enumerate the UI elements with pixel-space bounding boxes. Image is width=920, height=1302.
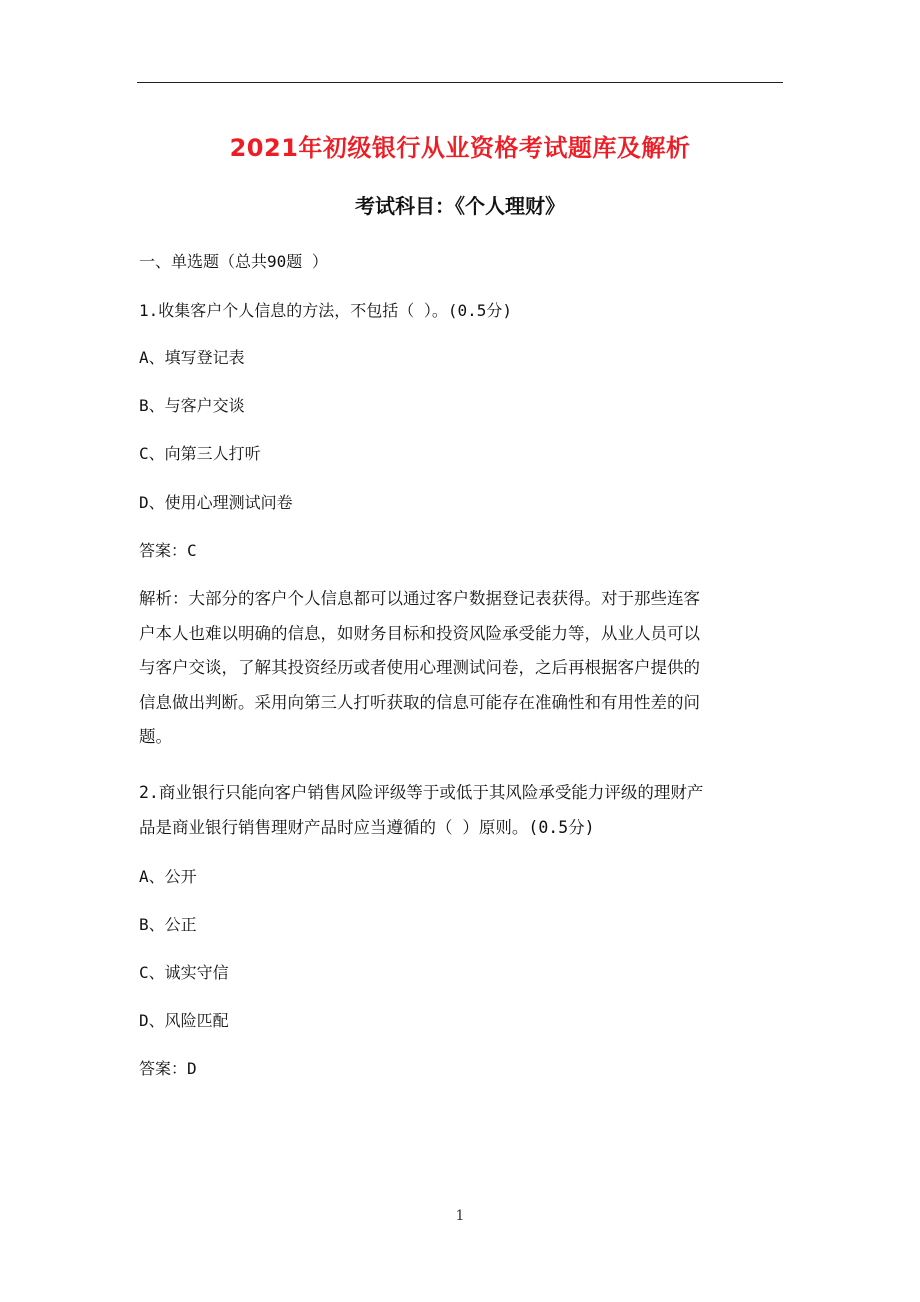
analysis-line: 信息做出判断。采用向第三人打听获取的信息可能存在准确性和有用性差的问 — [139, 692, 700, 712]
q2-option-c: C、诚实守信 — [139, 963, 229, 982]
q2-option-a: A、公开 — [139, 867, 197, 886]
q1-option-c: C、向第三人打听 — [139, 444, 261, 463]
q1-option-d: D、使用心理测试问卷 — [139, 493, 293, 512]
q1-option-a: A、填写登记表 — [139, 348, 245, 367]
q1-option-b: B、与客户交谈 — [139, 396, 245, 415]
question-2 — [139, 776, 785, 845]
analysis-line: 题。 — [139, 727, 172, 746]
header-rule — [137, 82, 783, 83]
page-number: 1 — [455, 1208, 465, 1224]
question-1: 1.收集客户个人信息的方法，不包括（ ）。(0.5分) — [139, 301, 513, 320]
analysis-line: 与客户交谈，了解其投资经历或者使用心理测试问卷，之后再根据客户提供的 — [139, 658, 700, 677]
q1-analysis — [139, 582, 785, 755]
q1-answer: 答案：C — [139, 541, 197, 560]
section-heading: 一、单选题（总共90题 ） — [139, 252, 328, 271]
exam-subject: 考试科目：《个人理财》 — [355, 194, 565, 218]
q2-option-d: D、风险匹配 — [139, 1011, 229, 1030]
analysis-line: 解析：大部分的客户个人信息都可以通过客户数据登记表获得。对于那些连客 — [139, 589, 700, 608]
document-title: 2021年初级银行从业资格考试题库及解析 — [229, 134, 691, 162]
question-line: 2.商业银行只能向客户销售风险评级等于或低于其风险承受能力评级的理财产 — [139, 783, 704, 802]
q2-option-b: B、公正 — [139, 915, 197, 934]
analysis-line: 户本人也难以明确的信息，如财务目标和投资风险承受能力等，从业人员可以 — [139, 623, 700, 643]
q2-answer: 答案：D — [139, 1059, 197, 1078]
question-line: 品是商业银行销售理财产品时应当遵循的（ ）原则。(0.5分) — [139, 817, 595, 837]
